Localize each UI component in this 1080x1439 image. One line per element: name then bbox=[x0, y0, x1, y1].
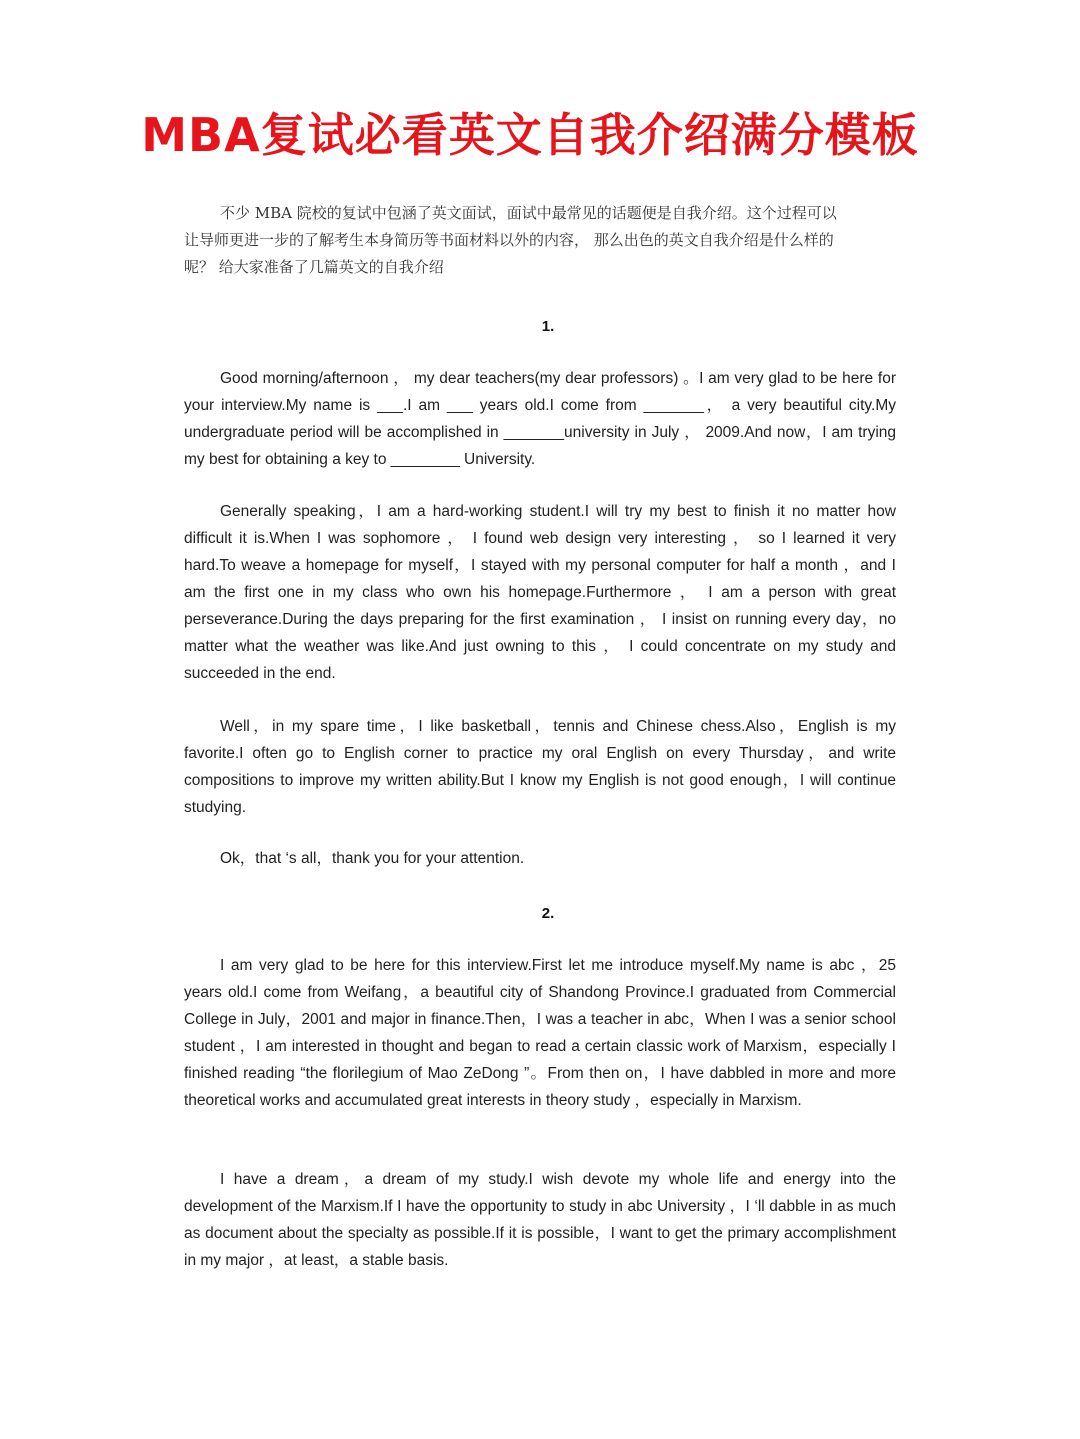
intro-paragraph: 不少 MBA 院校的复试中包涵了英文面试，面试中最常见的话题便是自我介绍。这个过程可以让导师更进一步的了解考生本身简历等书面材料以外的内容， 那么出色的英文自我介绍是什么样的呢？ 给大家准备了几篇英文的自我介绍 bbox=[184, 204, 837, 276]
paragraph: Generally speaking，I am a hard-working student.I will try my best to finish it no matter how difficult it is.When I was sophomore ， I found web design very interesting ， so I learned it very hard.To weave a homepage for myself，I stayed with my personal computer for half a month ，and I am the first one in my class who own his homepage.Furthermore ， I am a person with great perseverance.During the days preparing for the first examination ， I insist on running every day，no matter what the weather was like.And just owning to this ， I could concentrate on my study and succeeded in the end. bbox=[184, 503, 896, 682]
paragraph: I have a dream，a dream of my study.I wish devote my whole life and energy into the development of the Marxism.If I have the opportunity to study in abc University ，I ‘ll dabble in as much as document about the specialty as possible.If it is possible，I want to get the primary accomplishment in my major ，at least，a stable basis. bbox=[184, 1171, 896, 1269]
section-number: 2. bbox=[541, 905, 555, 922]
section-number: 1. bbox=[541, 318, 555, 335]
paragraph: I am very glad to be here for this interview.First let me introduce myself.My name is abc ，25 years old.I come from Weifang，a beautiful city of Shandong Province.I graduated from Commercial College in July，2001 and major in finance.Then，I was a teacher in abc，When I was a senior school student ，I am interested in thought and began to read a certain classic work of Marxism，especially I finished reading “the florilegium of Mao ZeDong ”。From then on，I have dabbled in more and more theoretical works and accumulated great interests in theory study ，especially in Marxism. bbox=[184, 957, 896, 1109]
paragraph: Well，in my spare time，I like basketball，tennis and Chinese chess.Also，English is my favorite.I often go to English corner to practice my oral English on every Thursday，and write compositions to improve my written ability.But I know my English is not good enough，I will continue studying. bbox=[184, 718, 896, 816]
page-title: MBA复试必看英文自我介绍满分模板 bbox=[141, 108, 919, 162]
paragraph: Ok，that ‘s all，thank you for your attention. bbox=[220, 850, 525, 867]
paragraph: Good morning/afternoon ， my dear teachers(my dear professors) 。I am very glad to be here for your interview.My name is ___.I am ___ years old.I come from _______， a very beautiful city.My undergraduate period will be accomplished in _______university in July ， 2009.And now，I am trying my best for obtaining a key to ________ University. bbox=[184, 370, 896, 468]
